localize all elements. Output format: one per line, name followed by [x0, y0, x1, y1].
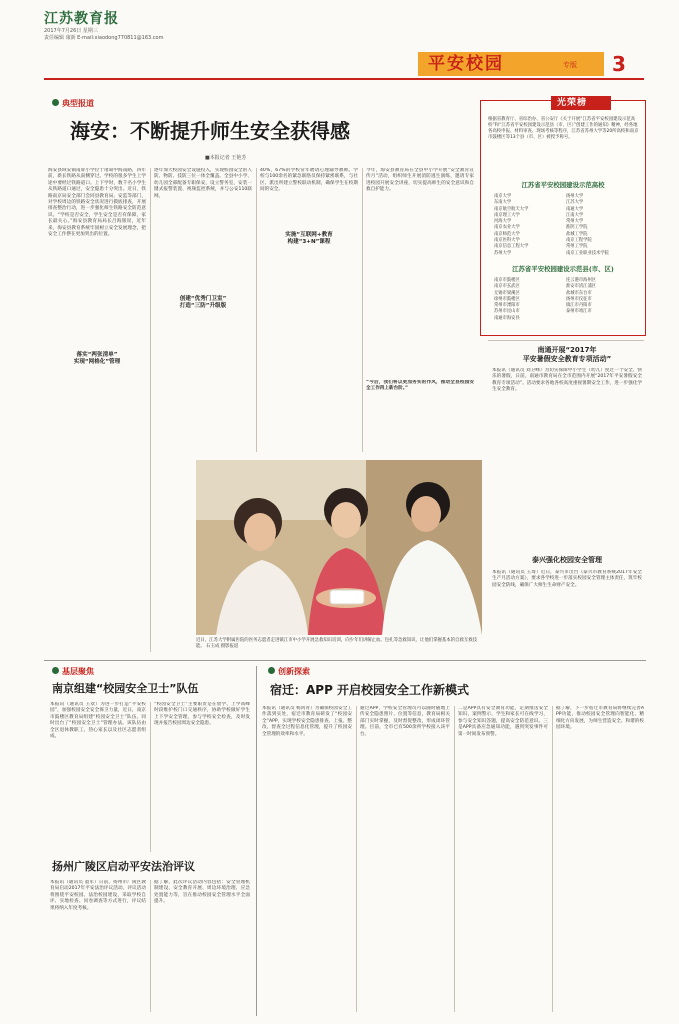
masthead-logo: 江苏教育报	[44, 11, 119, 27]
feature-col-3: 40%，67%的学校常年聘请心理辅导教师。学校与100余名的紧急联络员保持紧密联系，与社区、派出所建立警校联动机制，确保学生在校期间的安全。	[260, 168, 358, 193]
right-headline-1: 南通开展“2017年 平安暑假安全教育专项活动”	[522, 346, 612, 363]
page-number: 3	[612, 52, 626, 76]
header-meta	[44, 28, 164, 42]
honor-list-1-title: 江苏省平安校园建设示范高校	[521, 181, 605, 189]
bottom-right-body-3: 二是APP具有安全教育功能，定期推送安全知识、案例警示，学生和家长可在线学习，参与安全知识答题，提高安全防范意识。三是APP具备应急通知功能，遇到突发事件可第一时间发布预警。	[458, 706, 548, 737]
section-title: 平安校园	[428, 54, 504, 74]
right-body-1: 本报讯（通讯员 刘卫峰）为切实保障中小学生（幼儿）度过一个安全、快乐的暑假，日前，南通市教育局在全市范围内开展“2017年平安暑假安全教育专项活动”。活动要求各地各校高度重视暑期安全工作，进一步强化学生安全教育。	[492, 368, 642, 393]
bottom-left-tag: 基层聚焦	[52, 666, 94, 677]
right-headline-2: 泰兴强化校园安全管理	[532, 556, 602, 564]
bottom-right-body-4: 据了解，下一步宿迁市教育局将继续完善APP功能，推动校园安全管理向智能化、精细化方向发展，为师生营造安全、和谐的校园环境。	[556, 706, 644, 731]
honor-list-1-col-2: 扬州大学 江苏大学 南通大学 江南大学 常州大学 淮阴工学院 盐城工学院 南京工程学院 常州工学院 南京工业职业技术学院	[566, 194, 609, 256]
feature-tag: 典型报道	[52, 98, 94, 109]
bottom-left-body-2: “校园安全卫士”主要职责是在放学、上学高峰时段维护校门口交通秩序，协助学校做好学生上下学安全管理，参与学校安全检查，及时发现并报告校园周边安全隐患。	[154, 702, 250, 727]
header-rule	[44, 78, 644, 80]
bottom-right-body-1: 本报讯（通讯员 杨鸿青）为确保校园安全工作落到实处，宿迁市教育局研发了“校园安全”APP，实现学校安全隐患排查、上报、整改、督查全过程信息化管理，提升了校园安全管理的效率和水平。	[262, 706, 352, 737]
feature-subhead-1: 落实“两张清单” 实现“网格化”管理	[48, 352, 146, 366]
first-aid-photo	[196, 460, 482, 635]
first-aid-photo-illustration	[196, 460, 482, 635]
section-subtitle: 专版	[563, 61, 577, 69]
feature-byline: ■本报记者 王艳芳	[205, 155, 247, 161]
bottom-left-headline-2: 扬州广陵区启动平安法治评议	[52, 860, 195, 873]
honor-list-2-col-1: 南京市鼓楼区 南京市玄武区 无锡市梁溪区 徐州市鼓楼区 常州市溧阳市 苏州市昆山市 南通市海安县	[494, 278, 520, 321]
bottom-left-headline-1: 南京组建“校园安全卫士”队伍	[52, 682, 199, 695]
honor-title: 光荣榜	[557, 98, 588, 108]
honor-list-1-col-1: 南京大学 东南大学 南京航空航天大学 南京理工大学 河海大学 南京农业大学 南京师范大学 南京医科大学 南京信息工程大学 苏州大学	[494, 194, 529, 256]
bottom-left-body-4: 据了解，此次评议活动内容包括：安全管理机制建设、安全教育开展、周边环境治理、应急处置能力等，旨在推动校园安全管理水平全面提升。	[154, 880, 250, 905]
feature-headline: 海安：不断提升师生安全获得感	[70, 119, 350, 143]
honor-list-2-title: 江苏省平安校园建设示范县(市、区)	[512, 265, 614, 273]
right-body-2: 本报讯（通讯员 王琦）近日，泰兴市出台《泰兴市教育系统2017年安全生产月活动方案》，要求各学校进一步落实校园安全管理主体责任，筑牢校园安全防线，确保广大师生生命财产安全。	[492, 570, 642, 588]
feature-quote: “今后，我们将以更加务实的作风，推动全县校园安全工作再上新台阶。”	[366, 380, 474, 440]
bottom-right-tag: 创新探索	[268, 666, 310, 677]
bottom-left-body-3: 本报讯（通讯员 童军）日前，扬州市广陵区教育局启动2017年平安法治评议活动。评议活动将围绕平安校园、法治校园建设，采取学校自评、实地检查、问卷调查等方式进行，评议结果将纳入年度考核。	[50, 880, 146, 911]
editor-info: 责任编辑 康新 E-mail:xiaodong770811@163.com	[44, 35, 164, 41]
honor-list-2-col-2: 连云港市海州区 淮安市清江浦区 盐城市东台市 扬州市仪征市 镇江市丹阳市 泰州市靖江市	[566, 278, 597, 315]
feature-col-4: 今年，海安县教育局在全县中小学开展“安全教育宣传月”活动，组织师生开展消防逃生演练，邀请专家进校园开展安全讲座，切实提高师生的安全意识和自救自护能力。	[366, 168, 474, 193]
feature-subhead-2: 创建“优秀门卫室” 打造“三防”升级版	[154, 296, 252, 310]
bottom-right-headline: 宿迁：APP 开启校园安全工作新模式	[270, 683, 470, 697]
feature-col-2: 逐年加大校园安全设施投入，实现校园安全的人防、物防、技防三位一体全覆盖。全县中小学、幼儿园全部配备专职保安，设立警务室，安装一键式报警装置、视频监控系统，并与公安110联网。	[154, 168, 252, 199]
issue-date: 2017年7月26日 星期三	[44, 28, 98, 34]
honor-intro: 根据省教育厅、省综治办、省公安厅《关于开展“江苏省平安校园建设示范高校”和“江苏省平安校园建设示范县（市、区）”创建工作的通知》精神，经各地各高校申报、材料审查、现场考核等程序，江苏省苏州大学等20所高校和南京市鼓楼区等13个县（市、区）被授予称号。	[488, 117, 639, 140]
feature-col-1: 海安县域安镇南屏小学位于诸葛中海南路，四年前，新长铁路从南侧穿过。学校的很多学生上学途中要经过铁路道口。上下学时，数千名小学生从铁路道口通过，安全隐患十分突出。近日，铁路南京局安全部门会同县教育局、安监等部门，对学校周边的铁路安全状况进行摸底排查，开展排查整治行动，进一步强化师生铁路安全防范意识。“学校是否安全，学生安全是否有保障，家长最关心。”海安县教育局局长吕海银说，近年来，海安县教育系统牢固树立安全发展理念，把安全工作摆在更加突出的位置。	[48, 168, 146, 238]
bottom-left-body-1: 本报讯（通讯员 王欢）为进一步打造“平安校园”，加强校园安全安全保卫力量，近日，南京市鼓楼区教育局组建“校园安全卫士”队伍，同时出台了“校园安全卫士”管理办法。该队伍由全区退休教职工、热心家长以及社区志愿者组成。	[50, 702, 146, 740]
photo-caption: 近日，江苏大学附属医院的医务志愿者走进镇江市中小学开展急救知识培训，向少年们讲解止血、包扎等急救知识，让他们掌握基本的自救互救技能。 石玉成 摄影报道	[196, 638, 478, 649]
bottom-right-body-2: 通过APP，学校安全管理员可以随时随地上传安全隐患照片、位置等信息，教育局相关部门实时掌握，及时督促整改，形成闭环管理。目前，全市已有500余所学校接入该平台。	[360, 706, 450, 737]
feature-subhead-3: 实施“互联网+教育 构建“3+N”课程	[260, 232, 358, 246]
